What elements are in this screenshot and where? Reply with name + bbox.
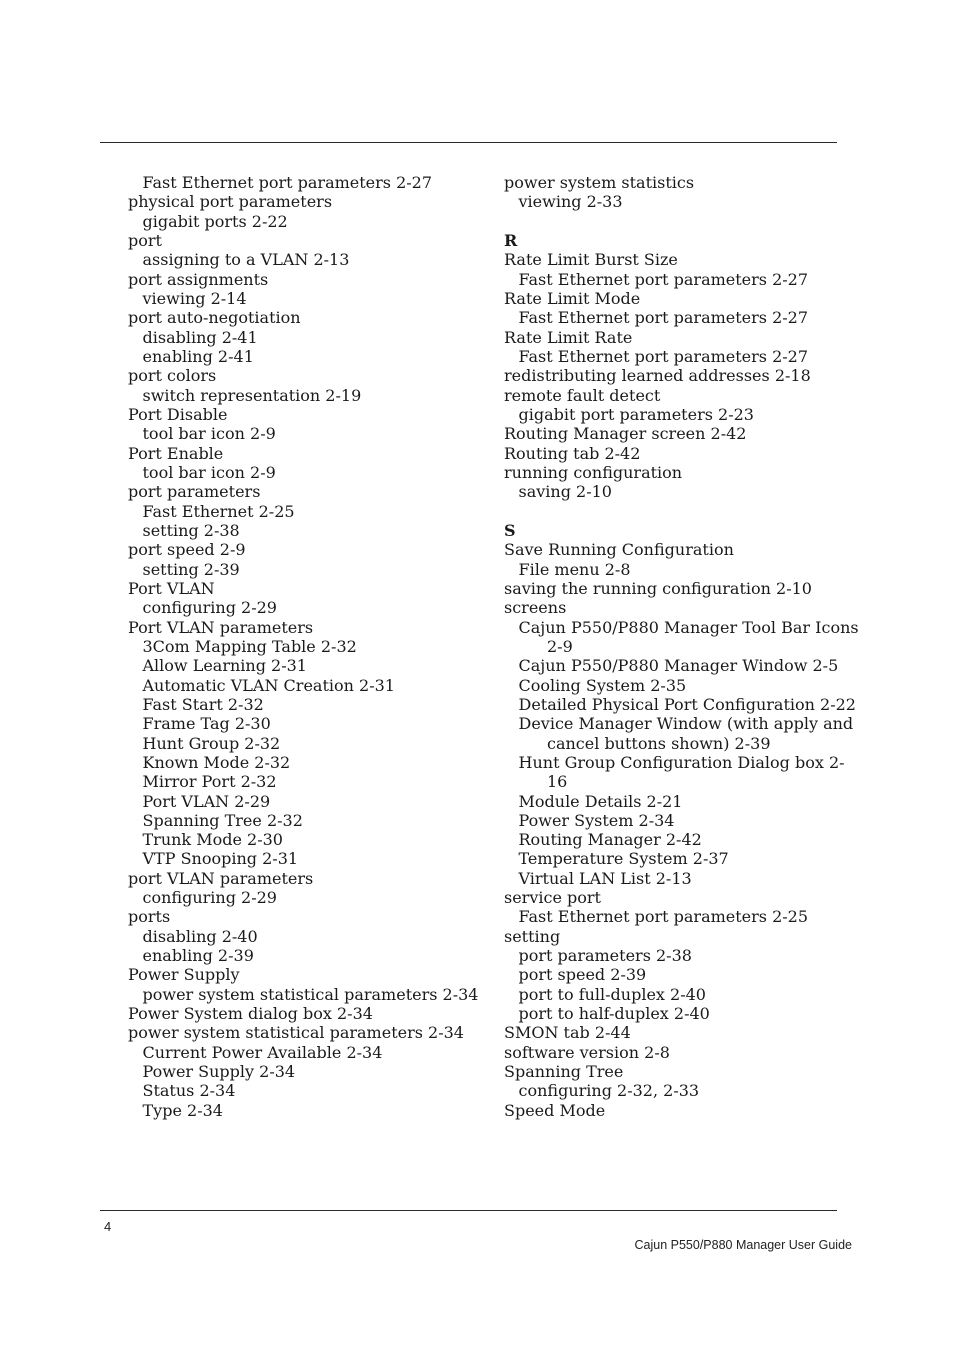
index-subentry: Trunk Mode 2-30 [142, 830, 283, 850]
index-subentry: tool bar icon 2-9 [142, 462, 276, 482]
index-subentry: Status 2-34 [142, 1081, 236, 1101]
index-subentry: Device Manager Window (with apply and [518, 714, 854, 734]
index-column-right [504, 173, 859, 1120]
index-subentry: Hunt Group 2-32 [142, 733, 281, 753]
footer-rule [100, 1210, 837, 1211]
index-entry: service port [504, 888, 601, 908]
index-entry: ports [128, 907, 171, 927]
index-subentry: configuring 2-29 [142, 598, 277, 618]
index-subentry: Frame Tag 2-30 [142, 714, 271, 734]
index-subentry: Power System 2-34 [518, 810, 675, 830]
index-subentry: Detailed Physical Port Configuration 2-22 [518, 694, 856, 714]
index-subentry: enabling 2-39 [142, 946, 254, 966]
index-entry: port assignments [128, 269, 269, 289]
index-entry: Rate Limit Burst Size [504, 250, 678, 270]
index-subentry: Fast Start 2-32 [142, 694, 264, 714]
index-entry: Port Enable [128, 443, 224, 463]
index-subentry: gigabit port parameters 2-23 [518, 404, 754, 424]
index-subentry: viewing 2-33 [518, 192, 623, 212]
index-entry: power system statistical parameters 2-34 [128, 1023, 464, 1043]
index-entry: Save Running Configuration [504, 540, 734, 560]
index-entry: Port VLAN parameters [128, 617, 314, 637]
index-entry-continuation: cancel buttons shown) 2-39 [547, 733, 771, 753]
index-subentry: tool bar icon 2-9 [142, 424, 276, 444]
index-subentry: Routing Manager 2-42 [518, 830, 702, 850]
index-subentry: Module Details 2-21 [518, 791, 683, 811]
index-subentry: Automatic VLAN Creation 2-31 [142, 675, 395, 695]
index-subentry: Fast Ethernet 2-25 [142, 501, 295, 521]
index-entry: Routing Manager screen 2-42 [504, 424, 747, 444]
index-entry: Port Disable [128, 404, 228, 424]
index-entry: port parameters [128, 482, 261, 502]
index-subentry: disabling 2-40 [142, 926, 258, 946]
index-subentry: Spanning Tree 2-32 [142, 810, 303, 830]
index-subentry: Fast Ethernet port parameters 2-27 [518, 308, 809, 328]
index-subentry: configuring 2-29 [142, 888, 277, 908]
index-subentry: configuring 2-32, 2-33 [518, 1081, 700, 1101]
index-subentry: Allow Learning 2-31 [142, 656, 307, 676]
index-subentry: 3Com Mapping Table 2-32 [142, 636, 357, 656]
index-entry: port VLAN parameters [128, 868, 314, 888]
index-subentry: enabling 2-41 [142, 346, 254, 366]
index-subentry: File menu 2-8 [518, 559, 631, 579]
index-entry: saving the running configuration 2-10 [504, 578, 812, 598]
index-subentry: VTP Snooping 2-31 [142, 849, 299, 869]
index-subentry: Virtual LAN List 2-13 [518, 868, 692, 888]
index-subentry: power system statistical parameters 2-34 [142, 984, 479, 1004]
index-subentry: Fast Ethernet port parameters 2-27 [518, 346, 809, 366]
index-subentry: Type 2-34 [142, 1100, 223, 1120]
page-number: 4 [104, 1219, 112, 1234]
index-entry: software version 2-8 [504, 1042, 670, 1062]
index-entry: port colors [128, 366, 217, 386]
index-subentry: port speed 2-39 [518, 965, 647, 985]
index-subentry: gigabit ports 2-22 [142, 211, 288, 231]
index-entry-continuation: 16 [547, 772, 568, 792]
index-subentry: Power Supply 2-34 [142, 1062, 296, 1082]
index-entry: Speed Mode [504, 1100, 606, 1120]
index-subentry: port parameters 2-38 [518, 946, 692, 966]
index-entry: setting [504, 926, 561, 946]
index-subentry: Hunt Group Configuration Dialog box 2- [518, 752, 845, 772]
index-subentry: Port VLAN 2-29 [142, 791, 271, 811]
index-subentry: switch representation 2-19 [142, 385, 362, 405]
index-entry: port auto-negotiation [128, 308, 301, 328]
index-column-left [128, 173, 479, 1120]
header-rule [100, 142, 837, 143]
index-entry: Power System dialog box 2-34 [128, 1004, 373, 1024]
index-entry: running configuration [504, 462, 683, 482]
index-entry: Power Supply [128, 965, 240, 985]
index-entry: remote fault detect [504, 385, 661, 405]
index-entry: Port VLAN [128, 578, 215, 598]
index-entry: power system statistics [504, 173, 695, 192]
index-subentry: port to full-duplex 2-40 [518, 984, 706, 1004]
index-subentry: Current Power Available 2-34 [142, 1042, 383, 1062]
index-subentry: saving 2-10 [518, 482, 612, 502]
index-entry: Rate Limit Rate [504, 327, 633, 347]
index-entry: screens [504, 598, 567, 618]
index-subentry: Mirror Port 2-32 [142, 772, 277, 792]
index-subentry: Temperature System 2-37 [518, 849, 729, 869]
index-entry-continuation: 2-9 [547, 636, 573, 656]
document-title: Cajun P550/P880 Manager User Guide [634, 1238, 852, 1252]
index-entry: Spanning Tree [504, 1062, 624, 1082]
index-entry: port [128, 230, 162, 250]
index-entry: physical port parameters [128, 192, 333, 212]
index-entry: port speed 2-9 [128, 540, 246, 560]
index-subentry: Fast Ethernet port parameters 2-27 [142, 173, 433, 192]
index-subentry: Fast Ethernet port parameters 2-25 [518, 907, 809, 927]
index-subentry: Cajun P550/P880 Manager Tool Bar Icons [518, 617, 859, 637]
index-subentry: setting 2-39 [142, 559, 240, 579]
index-subentry: setting 2-38 [142, 520, 240, 540]
index-subentry: Cajun P550/P880 Manager Window 2-5 [518, 656, 839, 676]
index-entry: SMON tab 2-44 [504, 1023, 631, 1043]
index-subentry: disabling 2-41 [142, 327, 258, 347]
index-subentry: Cooling System 2-35 [518, 675, 687, 695]
index-entry: Rate Limit Mode [504, 288, 641, 308]
index-entry: redistributing learned addresses 2-18 [504, 366, 811, 386]
index-entry: Routing tab 2-42 [504, 443, 641, 463]
index-subentry: Known Mode 2-32 [142, 752, 291, 772]
index-letter-heading: S [504, 520, 516, 540]
index-subentry: Fast Ethernet port parameters 2-27 [518, 269, 809, 289]
index-subentry: viewing 2-14 [142, 288, 247, 308]
index-subentry: port to half-duplex 2-40 [518, 1004, 710, 1024]
index-subentry: assigning to a VLAN 2-13 [142, 250, 350, 270]
index-letter-heading: R [504, 230, 518, 250]
